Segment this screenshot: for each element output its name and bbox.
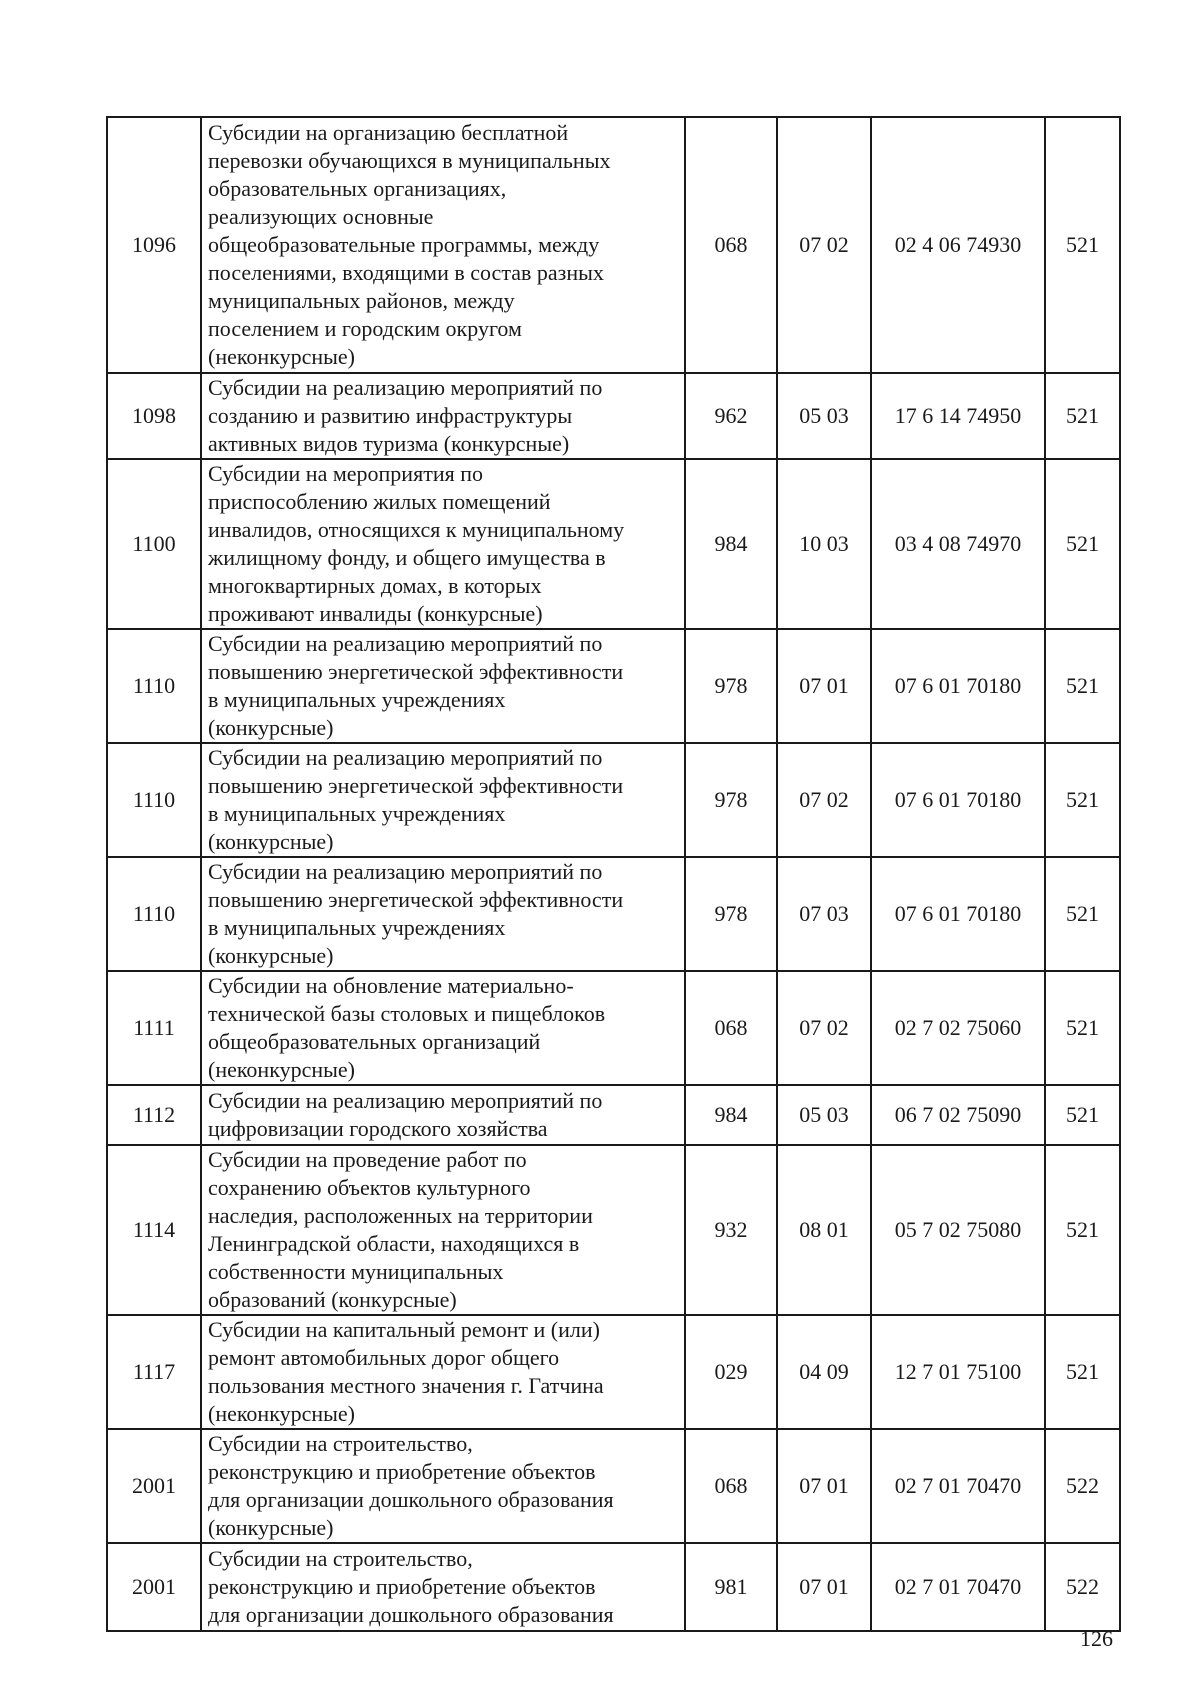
row-section: 07 01 (777, 1429, 871, 1543)
row-section: 07 01 (777, 629, 871, 743)
description-line: приспособлению жилых помещений (208, 489, 551, 514)
description-line: ремонт автомобильных дорог общего (208, 1345, 560, 1370)
row-description (201, 1315, 685, 1429)
row-code: 1112 (107, 1085, 201, 1145)
table-row (107, 1085, 1120, 1145)
row-section: 07 02 (777, 743, 871, 857)
description-line: (неконкурсные) (208, 1057, 355, 1082)
table-row (107, 459, 1120, 629)
description-line: общеобразовательных организаций (208, 1029, 541, 1054)
row-code: 1110 (107, 743, 201, 857)
row-grbs: 029 (685, 1315, 777, 1429)
row-section: 04 09 (777, 1315, 871, 1429)
row-type: 521 (1045, 1145, 1120, 1315)
description-line: повышению энергетической эффективности (208, 773, 624, 798)
table-row (107, 117, 1120, 373)
row-grbs: 978 (685, 629, 777, 743)
description-line: для организации дошкольного образования (208, 1487, 614, 1512)
description-line: инвалидов, относящихся к муниципальному (208, 517, 625, 542)
row-grbs: 984 (685, 1085, 777, 1145)
table-row (107, 629, 1120, 743)
description-line: сохранению объектов культурного (208, 1175, 531, 1200)
table-row (107, 1429, 1120, 1543)
description-line: (конкурсные) (208, 829, 334, 854)
description-line: жилищному фонду, и общего имущества в (208, 545, 606, 570)
row-section: 05 03 (777, 373, 871, 459)
description-line: реализующих основные (208, 204, 434, 229)
description-line: (конкурсные) (208, 1515, 334, 1540)
row-section: 07 02 (777, 971, 871, 1085)
description-line: Субсидии на обновление материально- (208, 973, 574, 998)
row-grbs: 932 (685, 1145, 777, 1315)
row-target: 05 7 02 75080 (871, 1145, 1045, 1315)
table-row (107, 1543, 1120, 1631)
description-line: реконструкцию и приобретение объектов (208, 1574, 596, 1599)
row-code: 1096 (107, 117, 201, 373)
row-code: 1098 (107, 373, 201, 459)
row-type: 522 (1045, 1429, 1120, 1543)
row-code: 1114 (107, 1145, 201, 1315)
row-target: 02 7 01 70470 (871, 1543, 1045, 1631)
description-line: Субсидии на капитальный ремонт и (или) (208, 1317, 600, 1342)
row-target: 12 7 01 75100 (871, 1315, 1045, 1429)
description-line: для организации дошкольного образования (208, 1602, 614, 1627)
description-line: проживают инвалиды (конкурсные) (208, 601, 543, 626)
row-grbs: 984 (685, 459, 777, 629)
description-line: Ленинградской области, находящихся в (208, 1231, 580, 1256)
row-section: 07 01 (777, 1543, 871, 1631)
description-line: пользования местного значения г. Гатчина (208, 1373, 604, 1398)
row-description (201, 1085, 685, 1145)
row-code: 1100 (107, 459, 201, 629)
row-description (201, 743, 685, 857)
description-line: муниципальных районов, между (208, 288, 515, 313)
page-number: 126 (1080, 1626, 1113, 1651)
description-line: активных видов туризма (конкурсные) (208, 431, 570, 456)
description-line: повышению энергетической эффективности (208, 887, 624, 912)
row-target: 03 4 08 74970 (871, 459, 1045, 629)
description-line: Субсидии на реализацию мероприятий по (208, 375, 603, 400)
row-description (201, 459, 685, 629)
table-row (107, 1315, 1120, 1429)
row-type: 521 (1045, 117, 1120, 373)
description-line: в муниципальных учреждениях (208, 915, 506, 940)
row-type: 521 (1045, 1315, 1120, 1429)
row-code: 1110 (107, 629, 201, 743)
row-code: 2001 (107, 1543, 201, 1631)
row-type: 521 (1045, 971, 1120, 1085)
table-row (107, 1145, 1120, 1315)
row-grbs: 068 (685, 1429, 777, 1543)
row-type: 521 (1045, 629, 1120, 743)
row-type: 521 (1045, 1085, 1120, 1145)
row-type: 521 (1045, 857, 1120, 971)
row-target: 02 7 02 75060 (871, 971, 1045, 1085)
description-line: поселением и городским округом (208, 316, 522, 341)
row-grbs: 068 (685, 117, 777, 373)
description-line: образований (конкурсные) (208, 1287, 457, 1312)
description-line: образовательных организациях, (208, 176, 507, 201)
row-type: 522 (1045, 1543, 1120, 1631)
description-line: многоквартирных домах, в которых (208, 573, 542, 598)
description-line: (неконкурсные) (208, 344, 355, 369)
row-description (201, 629, 685, 743)
row-section: 07 02 (777, 117, 871, 373)
description-line: поселениями, входящими в состав разных (208, 260, 604, 285)
description-line: перевозки обучающихся в муниципальных (208, 148, 611, 173)
row-target: 02 7 01 70470 (871, 1429, 1045, 1543)
description-line: Субсидии на строительство, (208, 1431, 473, 1456)
row-grbs: 981 (685, 1543, 777, 1631)
row-description (201, 1145, 685, 1315)
row-target: 02 4 06 74930 (871, 117, 1045, 373)
row-target: 06 7 02 75090 (871, 1085, 1045, 1145)
row-target: 17 6 14 74950 (871, 373, 1045, 459)
table-row (107, 857, 1120, 971)
description-line: Субсидии на проведение работ по (208, 1147, 527, 1172)
row-grbs: 068 (685, 971, 777, 1085)
table-row (107, 373, 1120, 459)
row-grbs: 978 (685, 857, 777, 971)
table-body (107, 117, 1120, 1631)
description-line: цифровизации городского хозяйства (208, 1116, 548, 1141)
row-target: 07 6 01 70180 (871, 629, 1045, 743)
row-code: 1111 (107, 971, 201, 1085)
description-line: Субсидии на строительство, (208, 1546, 473, 1571)
row-code: 1110 (107, 857, 201, 971)
row-grbs: 978 (685, 743, 777, 857)
row-section: 07 03 (777, 857, 871, 971)
description-line: повышению энергетической эффективности (208, 659, 624, 684)
row-type: 521 (1045, 743, 1120, 857)
description-line: в муниципальных учреждениях (208, 801, 506, 826)
row-target: 07 6 01 70180 (871, 857, 1045, 971)
row-description (201, 1429, 685, 1543)
description-line: Субсидии на реализацию мероприятий по (208, 1088, 603, 1113)
description-line: Субсидии на реализацию мероприятий по (208, 631, 603, 656)
row-description (201, 857, 685, 971)
row-target: 07 6 01 70180 (871, 743, 1045, 857)
row-section: 08 01 (777, 1145, 871, 1315)
subsidy-table (106, 116, 1121, 1632)
table-row (107, 971, 1120, 1085)
description-line: в муниципальных учреждениях (208, 687, 506, 712)
row-code: 1117 (107, 1315, 201, 1429)
row-description (201, 117, 685, 373)
description-line: Субсидии на реализацию мероприятий по (208, 745, 603, 770)
description-line: созданию и развитию инфраструктуры (208, 403, 573, 428)
description-line: (конкурсные) (208, 715, 334, 740)
row-grbs: 962 (685, 373, 777, 459)
row-description (201, 1543, 685, 1631)
description-line: собственности муниципальных (208, 1259, 504, 1284)
description-line: Субсидии на организацию бесплатной (208, 120, 569, 145)
row-description (201, 373, 685, 459)
row-type: 521 (1045, 373, 1120, 459)
row-type: 521 (1045, 459, 1120, 629)
row-section: 05 03 (777, 1085, 871, 1145)
description-line: общеобразовательные программы, между (208, 232, 600, 257)
description-line: наследия, расположенных на территории (208, 1203, 593, 1228)
row-section: 10 03 (777, 459, 871, 629)
description-line: Субсидии на мероприятия по (208, 461, 483, 486)
description-line: (неконкурсные) (208, 1401, 355, 1426)
description-line: технической базы столовых и пищеблоков (208, 1001, 606, 1026)
description-line: реконструкцию и приобретение объектов (208, 1459, 596, 1484)
table-row (107, 743, 1120, 857)
description-line: (конкурсные) (208, 943, 334, 968)
row-code: 2001 (107, 1429, 201, 1543)
description-line: Субсидии на реализацию мероприятий по (208, 859, 603, 884)
row-description (201, 971, 685, 1085)
